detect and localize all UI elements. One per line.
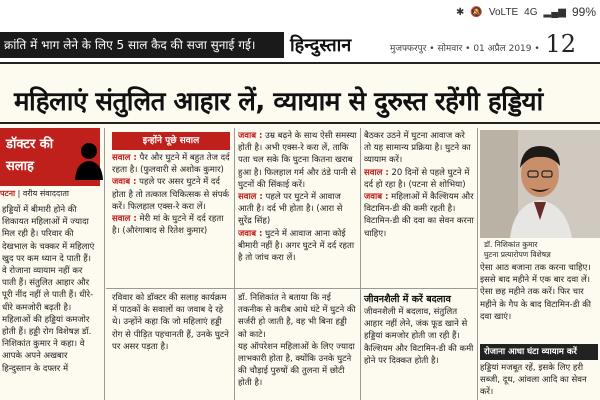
phone-status-bar (0, 0, 600, 28)
column-divider (104, 128, 105, 400)
column-divider (234, 128, 235, 400)
photo-caption (484, 240, 598, 260)
doctor-advice-line2: सलाह (6, 159, 34, 174)
headline-rule (0, 122, 600, 124)
signal-icon: ▂▄▆ (543, 6, 566, 18)
doctor-photo (480, 130, 600, 238)
subheading-lifestyle: जीवनशैली में करें बदलाव (364, 294, 451, 305)
qa-item: सवाल : मेरी मां के घुटने में दर्द रहता है। (औरंगाबाद से रितेश कुमार) (112, 214, 224, 237)
volte-icon: VoLTE (488, 6, 519, 18)
article-column-3 (238, 130, 358, 300)
paragraph: यह ऑपरेशन महिलाओं के लिए ज्यादा लाभकारी होता है, क्योंकि उनके घुटने की चौड़ाई पुरुषों की तुलना में छोटी होती है। (238, 341, 355, 389)
qa-item: सवाल : पैर और घुटने में बहुत तेज दर्द रहता है। (फुलवारी से अशोक कुमार) (112, 153, 230, 176)
article-column-5: रविवार को डॉक्टर की सलाह कार्यक्रम में पाठकों के सवालों का जवाब दे रहे थे। उन्होंने कहा कि जो महिलाएं हड्डी रोग से पीड़ित पहचानती हैं, उनके घुटने पर असर पड़ता है। (112, 293, 229, 352)
network-type: 4G (524, 6, 538, 18)
column-divider (360, 128, 361, 400)
newspaper-header-strip (0, 28, 600, 64)
masthead: हिन्दुस्तान (290, 35, 352, 56)
qa-item: सवाल : पहले पर घुटने में आवाज आती है। दर्द भी होता है। (आरा से सुरेंद्र सिंह) (238, 192, 343, 227)
byline: पटना | वरीय संवाददाता (0, 189, 69, 198)
qa-column (112, 152, 232, 288)
qa-item: जवाब : घुटने में आवाज आना कोई बीमारी नहीं है। अगर घुटने में दर्द रहता है तो जांच करा लें। (238, 228, 355, 264)
qa-item: जवाब : उम्र बढ़ने के साथ ऐसी समस्या होती है। अभी एक्स-रे करा लें, ताकि पता चल सके कि घुटना कितना खराब हुआ है। फिलहाल गर्म और ठंडे पानी से घुटनों की सिंकाई करें। (238, 131, 357, 190)
article-column-7: जीवनशैली में बदलाव, संतुलित आहार नहीं लेने, जंक फूड खाने से हड्डियां कमजोर होती जा रही हैं। कैल्शियम और विटामिन-डी की कमी होने पर दिक्कत होती है। (364, 307, 474, 366)
article-column-1: हड्डियों में बीमारी होने की शिकायत महिलाओं में ज्यादा मिल रही है। परिवार की देखभाल के चक्कर में महिलाएं खुद पर कम ध्यान दे पाती हैं। वे रोजाना व्यायाम नहीं कर पाती हैं। संतुलित आहार और पूरी नींद नहीं ले पाती हैं। धीरे-धीरे कमजोरी बढ़ती है। महिलाओं की हड्डियां कमजोर होती हैं। हड्डी रोग विशेषज्ञ डॉ. निशिकांत कुमार ने कहा। वे आपके अपने अखबार हिन्दुस्तान के दफ्तर में (2, 205, 95, 374)
subheading-exercise: रोजाना आधा घंटा व्यायाम करें (480, 344, 598, 360)
section-divider (106, 288, 478, 289)
qa-item: जवाब : महिलाओं में कैल्शियम और विटामिन-डी की कमी रहती है। विटामिन-डी की दवा का सेवन करना चाहिए। (364, 192, 474, 239)
article-column-6 (238, 292, 356, 400)
byline-place: पटना (0, 189, 16, 198)
qa-item: बैठकर उठने में घुटना आवाज करे तो यह सामान्य प्रक्रिया है। घुटने का व्यायाम करें। (364, 131, 471, 166)
page-number: 12 (545, 30, 576, 58)
doctor-advice-box (0, 128, 100, 186)
promo-strip: क्रांति में भाग लेने के लिए 5 साल कैद की सजा सुनाई गई। (0, 32, 284, 58)
qa-heading: इन्होंने पूछे सवाल (112, 132, 230, 150)
byline-name: वरीय संवाददाता (22, 189, 69, 198)
bluetooth-icon: ✱ (456, 6, 465, 18)
doctor-silhouette-icon (74, 140, 104, 180)
doctor-advice-line1: डॉक्टर की (6, 137, 54, 152)
paragraph: डॉ. निशिकांत ने बताया कि नई तकनीक से करीब आधे घंटे में घुटने की सर्जरी हो जाती है, वह भी बिना हड्डी को काटे। (238, 293, 356, 340)
photo-caption-title: घुटना प्रत्यारोपण विशेषज्ञ (484, 250, 551, 259)
doctor-portrait-icon (480, 130, 600, 238)
column-divider (477, 128, 478, 400)
article-column-9: हड्डियां मजबूत रहें, इसके लिए हरी सब्जी, दूध, आंवला आदि का सेवन करें। (480, 363, 587, 398)
photo-caption-name: डॉ. निशिकांत कुमार (484, 240, 538, 249)
dateline: मुजफ्फरपुर • सोमवार • 01 अप्रैल 2019 • (390, 44, 540, 54)
headline: महिलाएं संतुलित आहार लें, व्यायाम से दुरुस्त रहेंगी हड्डियां (14, 87, 543, 117)
qa-item: सवाल : 20 दिनों से पहले घुटने में दर्द हो रहा है। (पटना से शोभिया) (364, 167, 470, 190)
doctor-advice-title (6, 134, 53, 178)
qa-item: जवाब : पहले पर असर घुटने में दर्द होता है तो तत्काल चिकित्सक से संपर्क करें। फिलहाल एक्स-रे करा लें। (112, 177, 230, 212)
article-column-8: ऐसा आठ बजाना तक करना चाहिए। इससे बाद महीने में एक बार दवा लें। ऐसा छह महीने तक करें। फिर चार महीने के गैप के बाद विटामिन-डी की दवा खाएं। (480, 263, 591, 322)
battery-level: 99% (571, 5, 596, 19)
mute-icon: 🔕 (470, 6, 483, 18)
status-icons (456, 5, 596, 19)
article-column-4 (364, 130, 474, 290)
